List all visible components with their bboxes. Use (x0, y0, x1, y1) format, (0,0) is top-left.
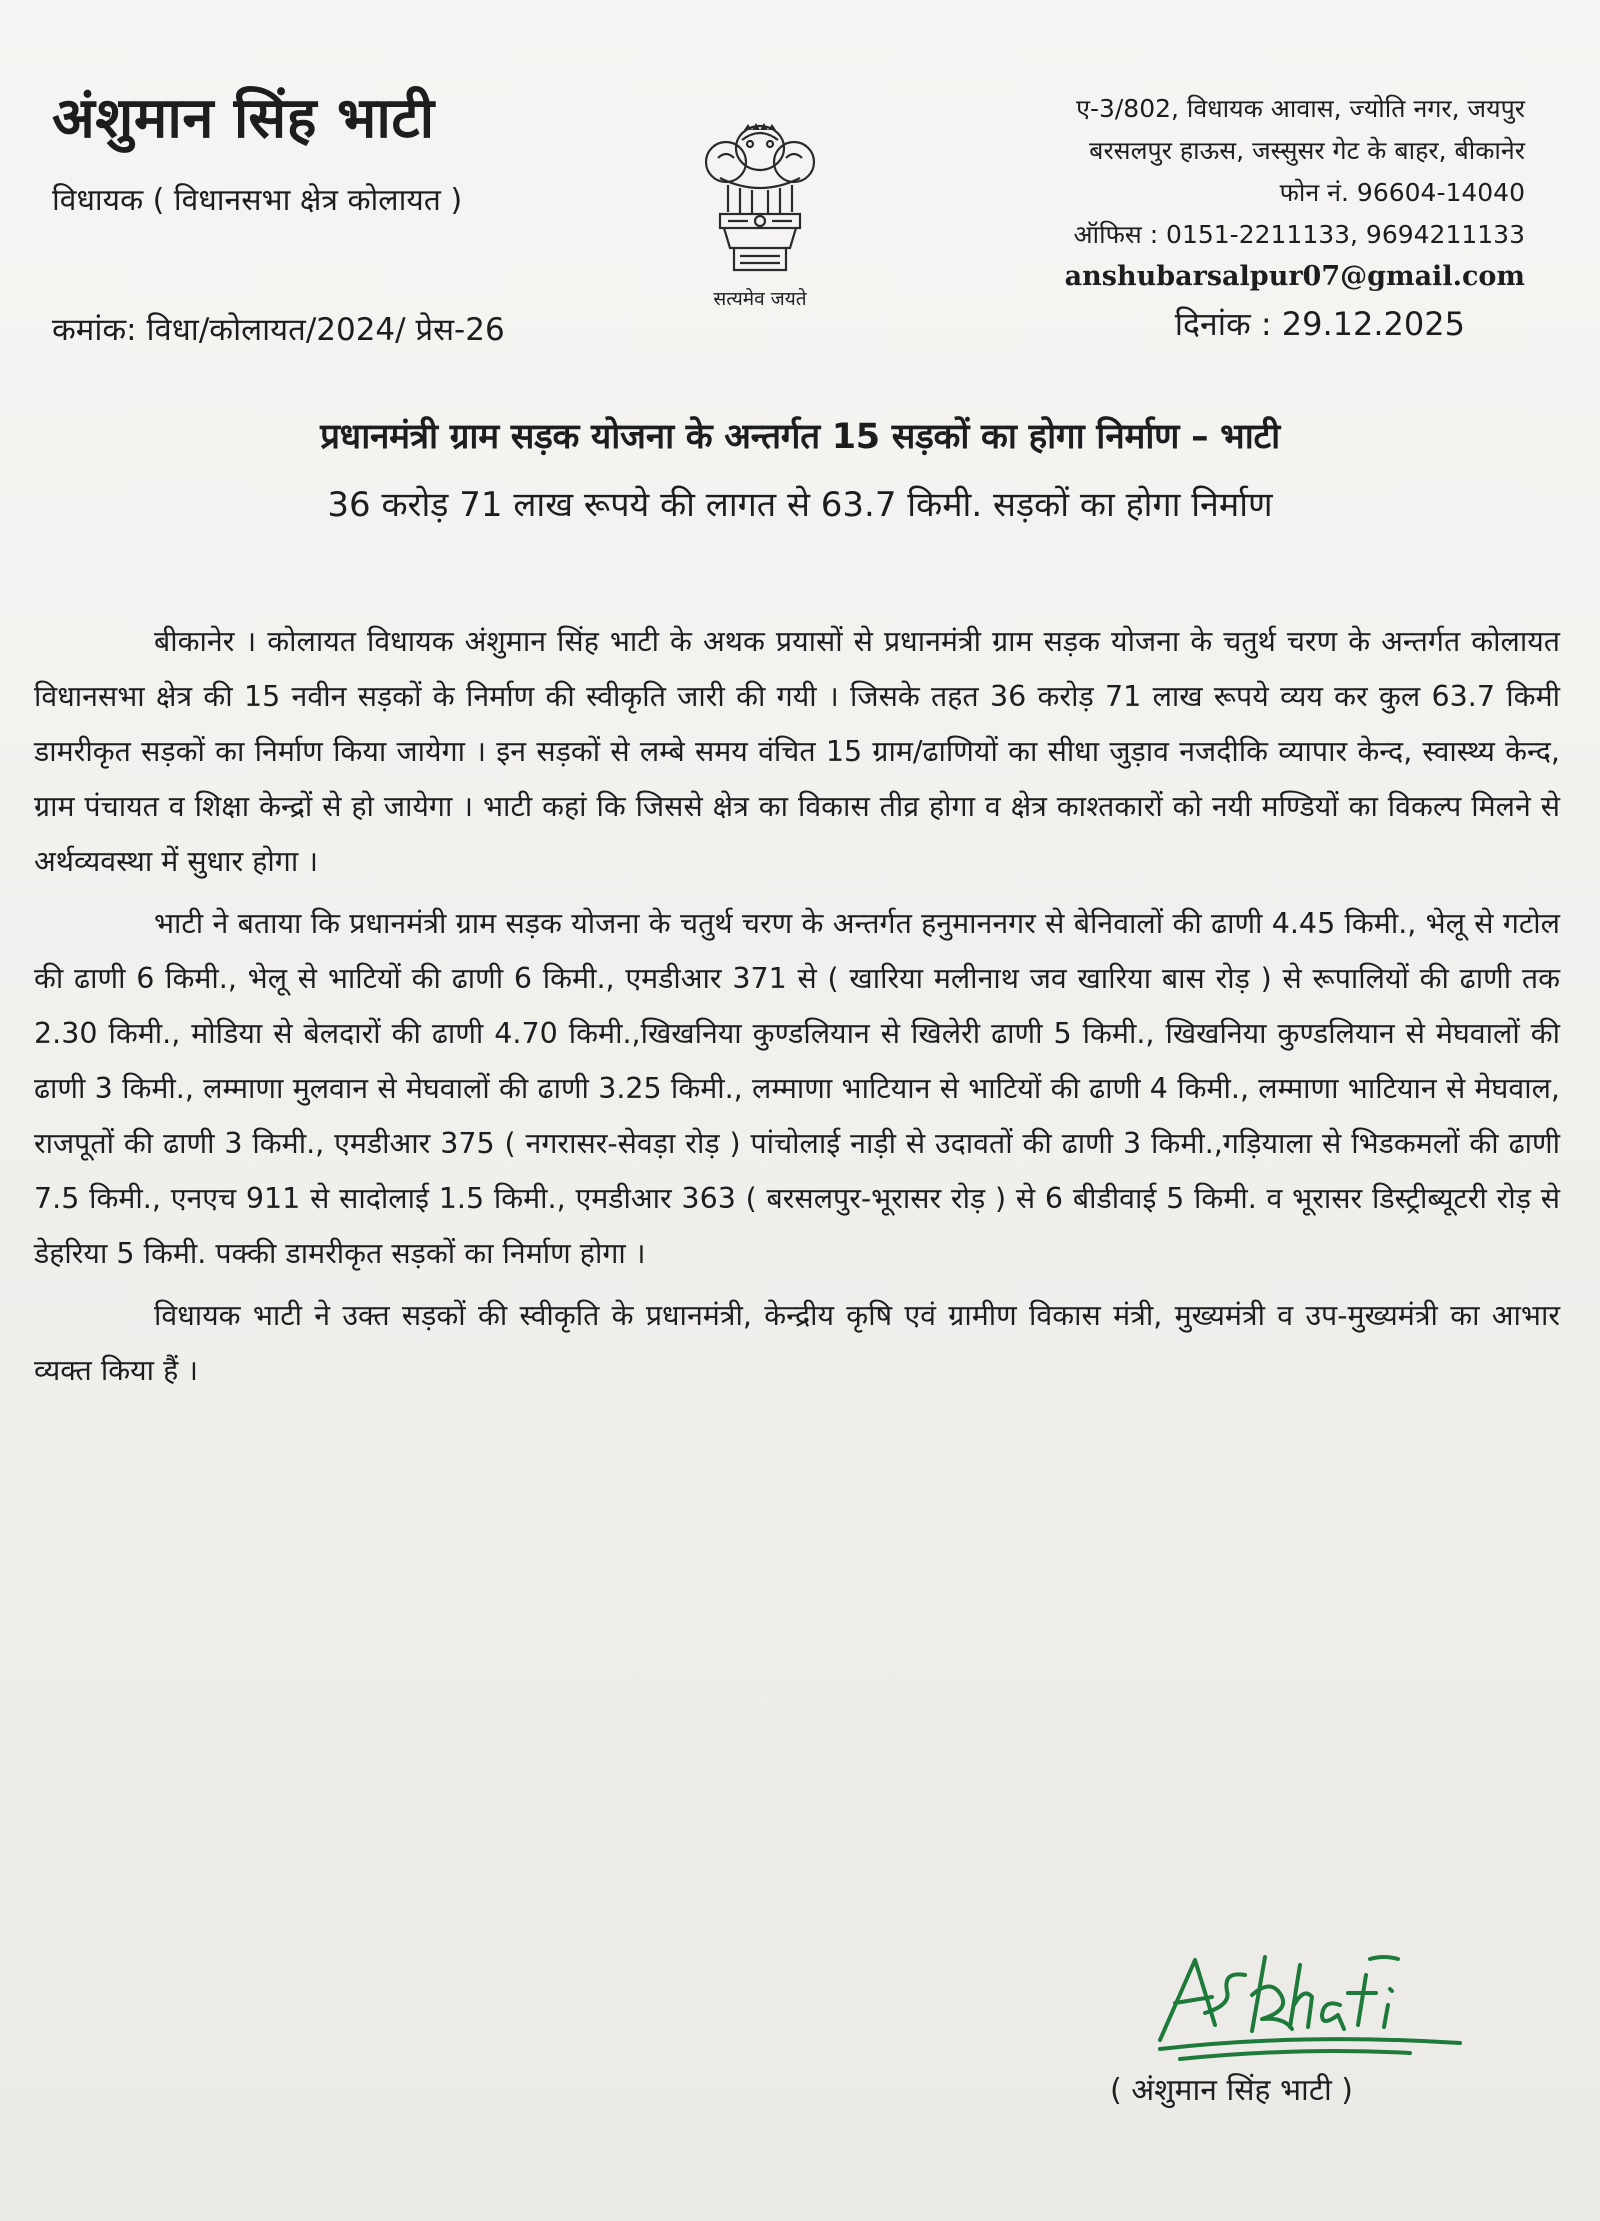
letterhead-designation: विधायक ( विधानसभा क्षेत्र कोलायत ) (52, 183, 463, 218)
emblem-motto: सत्यमेव जयते (713, 288, 807, 310)
national-emblem-icon (690, 110, 830, 280)
address-line-jaipur: ए-3/802, विधायक आवास, ज्योति नगर, जयपुर (1076, 94, 1525, 123)
subheadline: 36 करोड़ 71 लाख रूपये की लागत से 63.7 किमी. सड़कों का होगा निर्माण (327, 485, 1273, 525)
letterhead-address-block (1065, 88, 1525, 298)
signatory-name: ( अंशुमान सिंह भाटी ) (1110, 2073, 1353, 2108)
letterhead-name: अंशुमान सिंह भाटी (52, 85, 435, 151)
headline: प्रधानमंत्री ग्राम सड़क योजना के अन्तर्गत 15 सड़कों का होगा निर्माण – भाटी (320, 417, 1280, 457)
paragraph: विधायक भाटी ने उक्त सड़कों की स्वीकृति के प्रधानमंत्री, केन्द्रीय कृषि एवं ग्रामीण विकास मंत्री, मुख्यमंत्री व उप-मुख्यमंत्री का आभार व्यक्त किया हैं । (34, 1299, 1560, 1387)
office-phone: ऑफिस : 0151-2211133, 9694211133 (1073, 220, 1525, 249)
address-line-bikaner: बरसलपुर हाऊस, जस्सुसर गेट के बाहर, बीकानेर (1089, 136, 1525, 165)
paragraph: भाटी ने बताया कि प्रधानमंत्री ग्राम सड़क योजना के चतुर्थ चरण के अन्तर्गत हनुमाननगर से बेनिवालों की ढाणी 4.45 किमी., भेलू से गटोल की ढाणी 6 किमी., भेलू से भाटियों की ढाणी 6 किमी., एमडीआर 371 से ( खारिया मलीनाथ जव खारिया बास रोड़ ) से रूपालियों की ढाणी तक 2.30 किमी., मोडिया से बेलदारों की ढाणी 4.70 किमी.,खिखनिया कुण्डलियान से खिलेरी ढाणी 5 किमी., खिखनिया कुण्डलियान से मेघवालों की ढाणी 3 किमी., लम्माणा मुलवान से मेघवालों की ढाणी 3.25 किमी., लम्माणा भाटियान से भाटियों की ढाणी 4 किमी., लम्माणा भाटियान से मेघवाल, राजपूतों की ढाणी 3 किमी., एमडीआर 375 ( नगरासर-सेवड़ा रोड़ ) पांचोलाई नाड़ी से उदावतों की ढाणी 3 किमी.,गड़ियाला से भिडकमलों की ढाणी 7.5 किमी., एनएच 911 से सादोलाई 1.5 किमी., एमडीआर 363 ( बरसलपुर-भूरासर रोड़ ) से 6 बीडीवाई 5 किमी. व भूरासर डिस्ट्रीब्यूटरी रोड़ से डेहरिया 5 किमी. पक्की डामरीकृत सड़कों का निर्माण होगा । (34, 907, 1560, 1270)
email-address: anshubarsalpur07@gmail.com (1064, 261, 1525, 292)
paragraph: बीकानेर । कोलायत विधायक अंशुमान सिंह भाटी के अथक प्रयासों से प्रधानमंत्री ग्राम सड़क योजना के चतुर्थ चरण के अन्तर्गत कोलायत विधानसभा क्षेत्र की 15 नवीन सड़कों के निर्माण की स्वीकृति जारी की गयी । जिसके तहत 36 करोड़ 71 लाख रूपये व्यय कर कुल 63.7 किमी डामरीकृत सड़कों का निर्माण किया जायेगा । इन सड़कों से लम्बे समय वंचित 15 ग्राम/ढाणियों का सीधा जुड़ाव नजदीकि व्यापार केन्द, स्वास्थ्य केन्द, ग्राम पंचायत व शिक्षा केन्द्रों से हो जायेगा । भाटी कहां कि जिससे क्षेत्र का विकास तीव्र होगा व क्षेत्र काश्तकारों को नयी मण्डियों का विकल्प मिलने से अर्थव्यवस्था में सुधार होगा । (34, 625, 1560, 878)
reference-number: कमांक: विधा/कोलायत/2024/ प्रेस-26 (52, 312, 505, 348)
document-date: दिनांक : 29.12.2025 (1174, 305, 1465, 343)
phone-number: फोन नं. 96604-14040 (1279, 178, 1525, 207)
body-text (34, 614, 1560, 1405)
handwritten-signature (1140, 1945, 1470, 2065)
